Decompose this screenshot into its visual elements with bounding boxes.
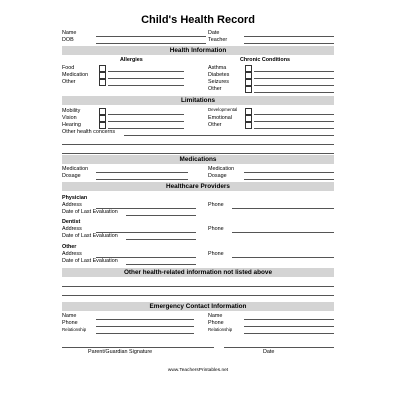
dob-label: DOB bbox=[62, 37, 74, 43]
allergy-medication-field[interactable] bbox=[108, 78, 184, 79]
emergency-2-relationship-label: Relationship bbox=[208, 327, 233, 332]
allergy-other-field[interactable] bbox=[108, 85, 184, 86]
page-title: Child's Health Record bbox=[141, 14, 255, 26]
section-healthcare-providers: Healthcare Providers bbox=[62, 182, 334, 191]
allergy-other-checkbox[interactable] bbox=[99, 79, 106, 86]
emergency-2-name-label: Name bbox=[208, 313, 223, 319]
limitation-other-checkbox[interactable] bbox=[245, 122, 252, 129]
parent-signature-label: Parent/Guardian Signature bbox=[88, 349, 153, 355]
dob-field[interactable] bbox=[96, 43, 206, 44]
other-information-field-1[interactable] bbox=[62, 286, 334, 287]
allergies-heading: Allergies bbox=[120, 57, 143, 63]
other-provider-phone-field[interactable] bbox=[232, 257, 334, 258]
dentist-phone-field[interactable] bbox=[232, 232, 334, 233]
signature-date-field[interactable] bbox=[224, 347, 334, 348]
limitation-developmental-checkbox[interactable] bbox=[245, 108, 252, 115]
date-label: Date bbox=[208, 30, 220, 36]
limitation-vision-checkbox[interactable] bbox=[99, 115, 106, 122]
chronic-other-label: Other bbox=[208, 86, 222, 92]
allergy-food-checkbox[interactable] bbox=[99, 65, 106, 72]
dentist-address-label: Address bbox=[62, 226, 82, 232]
emergency-2-relationship-field[interactable] bbox=[244, 333, 334, 334]
chronic-diabetes-checkbox[interactable] bbox=[245, 72, 252, 79]
teacher-field[interactable] bbox=[244, 43, 334, 44]
other-information-field-2[interactable] bbox=[62, 295, 334, 296]
dentist-last-eval-field[interactable] bbox=[126, 239, 196, 240]
name-field[interactable] bbox=[96, 36, 206, 37]
emergency-1-phone-label: Phone bbox=[62, 320, 78, 326]
limitation-emotional-field[interactable] bbox=[254, 121, 334, 122]
limitation-vision-label: Vision bbox=[62, 115, 77, 121]
name-label: Name bbox=[62, 30, 77, 36]
limitation-developmental-label: Developmental bbox=[208, 107, 238, 112]
allergy-food-field[interactable] bbox=[108, 71, 184, 72]
limitation-mobility-field[interactable] bbox=[108, 114, 184, 115]
medication-2-label: Medication bbox=[208, 166, 235, 172]
chronic-seizures-checkbox[interactable] bbox=[245, 79, 252, 86]
emergency-1-name-label: Name bbox=[62, 313, 77, 319]
limitation-mobility-checkbox[interactable] bbox=[99, 108, 106, 115]
dentist-phone-label: Phone bbox=[208, 226, 224, 232]
limitation-developmental-field[interactable] bbox=[254, 114, 334, 115]
other-provider-heading: Other bbox=[62, 244, 77, 250]
emergency-2-phone-label: Phone bbox=[208, 320, 224, 326]
chronic-conditions-heading: Chronic Conditions bbox=[240, 57, 291, 63]
other-provider-phone-label: Phone bbox=[208, 251, 224, 257]
allergy-medication-checkbox[interactable] bbox=[99, 72, 106, 79]
allergy-food-label: Food bbox=[62, 65, 75, 71]
allergy-other-label: Other bbox=[62, 79, 76, 85]
dentist-last-eval-label: Date of Last Evaluation bbox=[62, 233, 118, 239]
chronic-seizures-field[interactable] bbox=[254, 85, 334, 86]
chronic-other-field[interactable] bbox=[254, 92, 334, 93]
physician-address-label: Address bbox=[62, 202, 82, 208]
limitation-mobility-label: Mobility bbox=[62, 108, 81, 114]
emergency-1-phone-field[interactable] bbox=[96, 326, 194, 327]
emergency-2-name-field[interactable] bbox=[244, 319, 334, 320]
limitation-other-field[interactable] bbox=[254, 128, 334, 129]
other-health-concerns-field-3[interactable] bbox=[62, 153, 334, 154]
physician-last-eval-label: Date of Last Evaluation bbox=[62, 209, 118, 215]
chronic-diabetes-label: Diabetes bbox=[208, 72, 230, 78]
section-emergency-contact: Emergency Contact Information bbox=[62, 302, 334, 311]
limitation-emotional-label: Emotional bbox=[208, 115, 232, 121]
emergency-2-phone-field[interactable] bbox=[244, 326, 334, 327]
limitation-emotional-checkbox[interactable] bbox=[245, 115, 252, 122]
medication-1-label: Medication bbox=[62, 166, 89, 172]
other-health-concerns-field-1[interactable] bbox=[124, 135, 334, 136]
other-health-concerns-label: Other health concerns bbox=[62, 129, 116, 135]
other-health-concerns-field-2[interactable] bbox=[62, 144, 334, 145]
other-provider-last-eval-label: Date of Last Evaluation bbox=[62, 258, 118, 264]
limitation-hearing-label: Hearing bbox=[62, 122, 81, 128]
allergy-medication-label: Medication bbox=[62, 72, 89, 78]
emergency-1-name-field[interactable] bbox=[96, 319, 194, 320]
parent-signature-field[interactable] bbox=[62, 347, 214, 348]
chronic-asthma-field[interactable] bbox=[254, 71, 334, 72]
medication-2-field[interactable] bbox=[244, 172, 334, 173]
section-health-information: Health Information bbox=[62, 46, 334, 55]
dosage-1-field[interactable] bbox=[96, 179, 188, 180]
physician-phone-field[interactable] bbox=[232, 208, 334, 209]
dosage-1-label: Dosage bbox=[62, 173, 81, 179]
section-other-information: Other health-related information not listed above bbox=[62, 268, 334, 277]
section-limitations: Limitations bbox=[62, 96, 334, 105]
dentist-heading: Dentist bbox=[62, 219, 81, 225]
chronic-diabetes-field[interactable] bbox=[254, 78, 334, 79]
chronic-asthma-checkbox[interactable] bbox=[245, 65, 252, 72]
health-record-form bbox=[62, 14, 334, 386]
limitation-hearing-field[interactable] bbox=[108, 128, 184, 129]
physician-last-eval-field[interactable] bbox=[126, 215, 196, 216]
emergency-1-relationship-label: Relationship bbox=[62, 327, 87, 332]
signature-date-label: Date bbox=[263, 349, 275, 355]
date-field[interactable] bbox=[244, 36, 334, 37]
limitation-vision-field[interactable] bbox=[108, 121, 184, 122]
other-provider-address-label: Address bbox=[62, 251, 82, 257]
chronic-asthma-label: Asthma bbox=[208, 65, 227, 71]
section-medications: Medications bbox=[62, 155, 334, 164]
footer-url: www.TeachersPrintables.net bbox=[167, 368, 229, 373]
emergency-1-relationship-field[interactable] bbox=[96, 333, 194, 334]
chronic-other-checkbox[interactable] bbox=[245, 86, 252, 93]
teacher-label: Teacher bbox=[208, 37, 228, 43]
physician-heading: Physician bbox=[62, 195, 88, 201]
limitation-other-label: Other bbox=[208, 122, 222, 128]
limitation-hearing-checkbox[interactable] bbox=[99, 122, 106, 129]
physician-phone-label: Phone bbox=[208, 202, 224, 208]
other-provider-last-eval-field[interactable] bbox=[126, 264, 196, 265]
chronic-seizures-label: Seizures bbox=[208, 79, 229, 85]
medication-1-field[interactable] bbox=[96, 172, 188, 173]
dosage-2-field[interactable] bbox=[244, 179, 334, 180]
dosage-2-label: Dosage bbox=[208, 173, 227, 179]
